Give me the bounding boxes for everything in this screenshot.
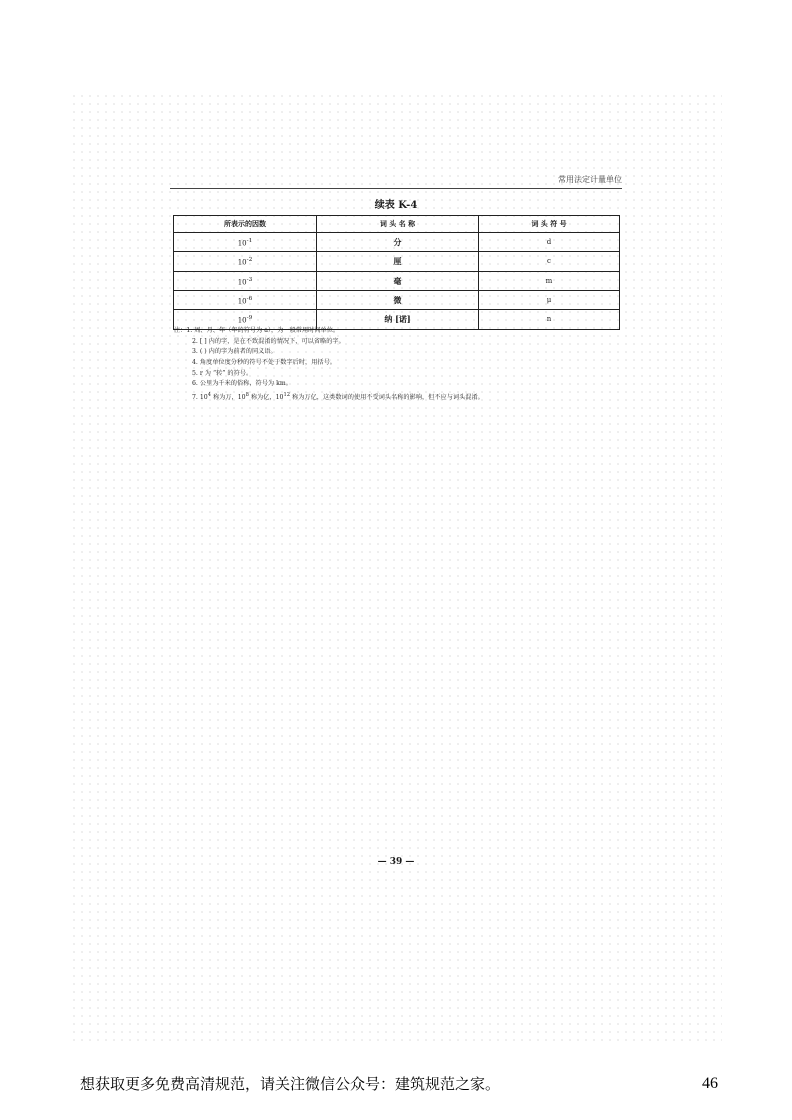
power-exponent: 4 — [207, 392, 212, 399]
prefix-table — [173, 215, 620, 330]
table-notes — [174, 326, 624, 401]
factor-base: 10 — [237, 316, 247, 325]
table-row — [174, 252, 620, 271]
note-item: 6. 公里为千米的俗称，符号为 km。 — [192, 380, 292, 388]
factor-cell — [174, 271, 317, 290]
prefix-name-cell: 分 — [317, 233, 479, 252]
prefix-symbol-cell: m — [479, 271, 620, 290]
prefix-symbol-cell: d — [479, 233, 620, 252]
page-number: — 39 — — [377, 857, 415, 867]
footer-page-number: 46 — [702, 1075, 718, 1092]
header-factor: 所表示的因数 — [174, 216, 317, 233]
notes-prefix: 注： — [174, 327, 187, 334]
factor-base: 10 — [237, 239, 247, 248]
power-base: 10 — [275, 394, 284, 402]
prefix-name-cell: 微 — [317, 290, 479, 309]
table-row — [174, 290, 620, 309]
factor-base: 10 — [237, 258, 247, 267]
factor-base: 10 — [237, 277, 247, 286]
factor-exponent: -2 — [246, 257, 253, 264]
prefix-symbol-cell: μ — [479, 290, 620, 309]
factor-exponent: -9 — [246, 315, 253, 322]
note-item: 3. ( ) 内的字为前者的同义语。 — [192, 348, 277, 356]
note-text: 称为万亿，这类数词的使用不受词头名称的影响，但不应与词头混淆。 — [290, 394, 484, 402]
prefix-name-cell: 纳 [诺] — [317, 310, 479, 329]
prefix-symbol-cell: n — [479, 310, 620, 329]
factor-cell — [174, 233, 317, 252]
table-title: 续表 K-4 — [374, 200, 418, 211]
power-exponent: 12 — [283, 392, 291, 399]
prefix-name-cell: 厘 — [317, 252, 479, 271]
factor-base: 10 — [237, 297, 247, 306]
table-row — [174, 233, 620, 252]
header-prefix-symbol: 词 头 符 号 — [479, 216, 620, 233]
table-header-row — [174, 216, 620, 233]
header-prefix-name: 词 头 名 称 — [317, 216, 479, 233]
note-item: 2. [ ] 内的字，是在不致混淆的情况下，可以省略的字。 — [192, 337, 345, 345]
prefix-symbol-cell: c — [479, 252, 620, 271]
note-number: 7. — [192, 394, 200, 402]
note-text: 称为亿， — [248, 394, 276, 402]
factor-exponent: -3 — [246, 276, 253, 283]
factor-cell — [174, 252, 317, 271]
power-base: 10 — [237, 394, 246, 402]
note-item: 4. 角度单位度分秒的符号不处于数字后时，用括号。 — [192, 359, 336, 367]
footer-banner: 想获取更多免费高清规范，请关注微信公众号：建筑规范之家。 — [80, 1075, 501, 1093]
note-item: 5. r 为 “转” 的符号。 — [192, 369, 253, 377]
table-row — [174, 271, 620, 290]
note-text: 1. 周、月、年（年的符号为 a），为一般常用时间单位。 — [186, 327, 340, 334]
running-header: 常用法定计量单位 — [170, 174, 622, 189]
factor-exponent: -1 — [246, 238, 253, 244]
note-item — [174, 390, 624, 401]
power-exponent: 8 — [245, 392, 249, 399]
power-base: 10 — [199, 394, 208, 402]
factor-exponent: -6 — [246, 295, 253, 302]
note-item — [174, 326, 624, 337]
prefix-name-cell: 毫 — [317, 271, 479, 290]
factor-cell — [174, 290, 317, 309]
note-text: 称为万， — [211, 394, 238, 402]
